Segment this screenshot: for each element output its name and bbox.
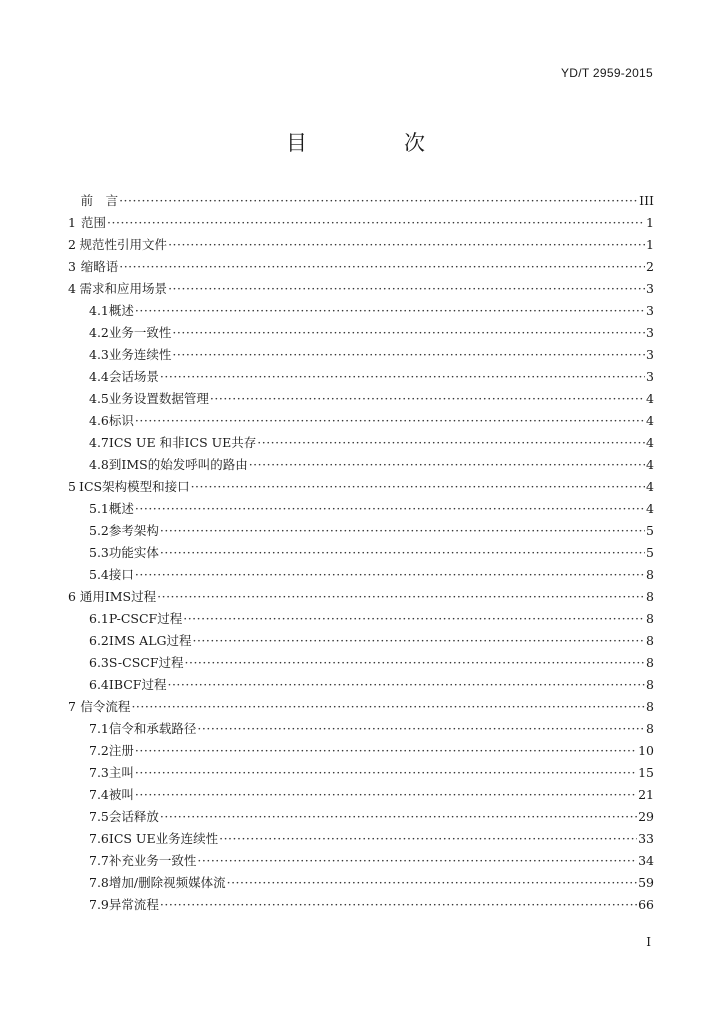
toc-entry-number: 5.2 — [89, 523, 109, 538]
toc-entry-number: 7.7 — [89, 853, 109, 868]
toc-leader-dots — [185, 652, 646, 674]
toc-entry[interactable] — [68, 762, 654, 784]
toc-entry-number: 7.9 — [89, 897, 109, 912]
toc-leader-dots — [197, 850, 637, 872]
toc-entry-label: ICS UE业务连续性 — [108, 831, 219, 846]
toc-leader-dots — [131, 696, 645, 718]
toc-entry-label: 会话场景 — [108, 369, 159, 384]
toc-entry[interactable] — [68, 344, 654, 366]
toc-entry-page: 4 — [646, 435, 654, 450]
toc-entry[interactable] — [68, 256, 654, 278]
toc-entry[interactable] — [68, 850, 654, 872]
toc-entry-label: 参考架构 — [108, 523, 159, 538]
toc-entry-label: 会话释放 — [108, 809, 159, 824]
toc-entry-page: 29 — [638, 809, 654, 824]
toc-entry-label: 注册 — [108, 743, 134, 758]
toc-entry[interactable] — [68, 322, 654, 344]
toc-entry-page: 1 — [646, 215, 654, 230]
standard-code: YD/T 2959-2015 — [560, 66, 653, 80]
toc-entry[interactable] — [68, 432, 654, 454]
toc-entry-page: 4 — [646, 479, 654, 494]
toc-entry-page: 4 — [646, 457, 654, 472]
toc-leader-dots — [183, 608, 645, 630]
toc-entry-label: 功能实体 — [108, 545, 159, 560]
toc-entry[interactable] — [68, 366, 654, 388]
toc-entry-number: 6 — [68, 589, 76, 604]
toc-entry[interactable] — [68, 542, 654, 564]
toc-entry-number: 7 — [68, 699, 76, 714]
toc-entry-page: 8 — [646, 699, 654, 714]
toc-leader-dots — [135, 300, 645, 322]
toc-entry-number: 4.6 — [89, 413, 109, 428]
toc-leader-dots — [135, 762, 637, 784]
toc-entry-number: 4 — [68, 281, 76, 296]
toc-entry-page: 3 — [646, 281, 654, 296]
toc-leader-dots — [160, 542, 645, 564]
toc-entry-number: 7.5 — [89, 809, 109, 824]
toc-leader-dots — [167, 674, 645, 696]
toc-entry-label: P-CSCF过程 — [108, 611, 183, 626]
toc-leader-dots — [168, 278, 645, 300]
toc-entry-label: 业务连续性 — [108, 347, 172, 362]
toc-entry-number: 7.4 — [89, 787, 109, 802]
toc-entry[interactable] — [68, 894, 654, 916]
toc-entry-page: 4 — [646, 501, 654, 516]
page-title: 目 次 — [286, 131, 463, 155]
toc-entry-page: 59 — [638, 875, 654, 890]
toc-entry-page: 8 — [646, 589, 654, 604]
toc-entry-label: 到IMS的始发呼叫的路由 — [108, 457, 248, 472]
table-of-contents — [68, 190, 654, 916]
toc-entry[interactable] — [68, 784, 654, 806]
toc-entry-page: 8 — [646, 567, 654, 582]
toc-entry-number: 6.1 — [89, 611, 109, 626]
toc-entry-page: 4 — [646, 413, 654, 428]
toc-entry-label: 通用IMS过程 — [79, 589, 157, 604]
toc-entry[interactable] — [68, 630, 654, 652]
toc-entry[interactable] — [68, 696, 654, 718]
toc-entry[interactable] — [68, 828, 654, 850]
toc-entry[interactable] — [68, 190, 654, 212]
toc-leader-dots — [168, 234, 645, 256]
toc-entry[interactable] — [68, 520, 654, 542]
toc-entry-label: 业务设置数据管理 — [108, 391, 209, 406]
toc-entry-number: 6.4 — [89, 677, 109, 692]
toc-entry-page: 5 — [646, 545, 654, 560]
toc-leader-dots — [135, 784, 637, 806]
toc-entry[interactable] — [68, 234, 654, 256]
toc-entry[interactable] — [68, 278, 654, 300]
toc-entry-label: 需求和应用场景 — [79, 281, 168, 296]
toc-entry-number: 7.1 — [89, 721, 109, 736]
toc-entry-page: 3 — [646, 303, 654, 318]
toc-entry-label: 增加/删除视频媒体流 — [108, 875, 226, 890]
toc-entry[interactable] — [68, 476, 654, 498]
toc-entry-page: 66 — [638, 897, 654, 912]
toc-entry-page: III — [639, 193, 654, 208]
toc-entry-page: 33 — [638, 831, 654, 846]
toc-entry-page: 3 — [646, 347, 654, 362]
toc-entry-number: 5.4 — [89, 567, 109, 582]
toc-leader-dots — [135, 564, 645, 586]
page-number: I — [646, 935, 651, 949]
toc-entry[interactable] — [68, 586, 654, 608]
toc-entry-label: 异常流程 — [108, 897, 159, 912]
toc-entry[interactable] — [68, 806, 654, 828]
toc-entry-page: 3 — [646, 325, 654, 340]
toc-entry[interactable] — [68, 410, 654, 432]
toc-entry-label: 规范性引用文件 — [79, 237, 168, 252]
toc-entry-label: 信令流程 — [80, 699, 131, 714]
toc-entry-number: 6.2 — [89, 633, 109, 648]
toc-leader-dots — [135, 740, 637, 762]
toc-leader-dots — [219, 828, 637, 850]
toc-entry-label: ICS架构模型和接口 — [79, 479, 190, 494]
toc-entry-label: S-CSCF过程 — [108, 655, 184, 670]
toc-leader-dots — [135, 410, 645, 432]
toc-leader-dots — [160, 894, 637, 916]
toc-entry-number: 1 — [68, 215, 76, 230]
toc-leader-dots — [192, 630, 645, 652]
toc-leader-dots — [172, 344, 645, 366]
toc-entry-number: 4.4 — [89, 369, 109, 384]
toc-entry[interactable] — [68, 718, 654, 740]
toc-leader-dots — [119, 190, 638, 212]
toc-entry[interactable] — [68, 608, 654, 630]
toc-entry-label: 业务一致性 — [108, 325, 172, 340]
toc-entry-number: 2 — [68, 237, 76, 252]
toc-entry[interactable] — [68, 300, 654, 322]
toc-entry-label: IBCF过程 — [108, 677, 167, 692]
toc-entry-page: 10 — [638, 743, 654, 758]
toc-entry-page: 34 — [638, 853, 654, 868]
toc-leader-dots — [191, 476, 645, 498]
toc-entry-page: 2 — [646, 259, 654, 274]
toc-entry-label: 被叫 — [108, 787, 134, 802]
toc-entry-label: 前 言 — [80, 193, 119, 208]
toc-entry[interactable] — [68, 740, 654, 762]
toc-entry-page: 21 — [638, 787, 654, 802]
toc-leader-dots — [160, 366, 645, 388]
toc-entry-number: 5.3 — [89, 545, 109, 560]
toc-entry-number: 6.3 — [89, 655, 109, 670]
toc-entry-page: 8 — [646, 611, 654, 626]
toc-entry-label: 概述 — [108, 303, 134, 318]
toc-entry[interactable] — [68, 674, 654, 696]
toc-leader-dots — [160, 806, 637, 828]
toc-leader-dots — [135, 498, 645, 520]
toc-entry[interactable] — [68, 564, 654, 586]
toc-entry-label: 缩略语 — [80, 259, 119, 274]
toc-entry-page: 1 — [646, 237, 654, 252]
toc-entry[interactable] — [68, 872, 654, 894]
toc-entry-page: 8 — [646, 633, 654, 648]
toc-entry-page: 8 — [646, 655, 654, 670]
toc-entry-label: ICS UE 和非ICS UE共存 — [108, 435, 257, 450]
toc-entry[interactable] — [68, 388, 654, 410]
toc-entry-label: 接口 — [108, 567, 134, 582]
toc-leader-dots — [157, 586, 645, 608]
toc-entry-number: 3 — [68, 259, 76, 274]
toc-entry-number: 7.3 — [89, 765, 109, 780]
toc-entry[interactable] — [68, 212, 654, 234]
toc-leader-dots — [257, 432, 645, 454]
toc-leader-dots — [172, 322, 645, 344]
toc-entry-number: 7.2 — [89, 743, 109, 758]
toc-entry-number: 7.6 — [89, 831, 109, 846]
toc-entry-label: 信令和承载路径 — [108, 721, 197, 736]
toc-entry-label: 范围 — [81, 215, 107, 230]
toc-entry-page: 8 — [646, 677, 654, 692]
toc-leader-dots — [119, 256, 645, 278]
toc-entry-page: 15 — [638, 765, 654, 780]
toc-leader-dots — [249, 454, 645, 476]
toc-entry[interactable] — [68, 652, 654, 674]
toc-entry-page: 3 — [646, 369, 654, 384]
toc-entry-number: 4.1 — [89, 303, 109, 318]
toc-leader-dots — [227, 872, 637, 894]
toc-entry-label: 概述 — [108, 501, 134, 516]
toc-entry-label: IMS ALG过程 — [108, 633, 192, 648]
toc-entry-label: 标识 — [108, 413, 134, 428]
toc-leader-dots — [197, 718, 645, 740]
toc-entry-number: 4.2 — [89, 325, 109, 340]
toc-entry-number: 7.8 — [89, 875, 109, 890]
toc-entry[interactable] — [68, 454, 654, 476]
toc-entry-number: 5 — [68, 479, 76, 494]
toc-leader-dots — [160, 520, 645, 542]
toc-leader-dots — [107, 212, 645, 234]
toc-leader-dots — [210, 388, 645, 410]
toc-entry-label: 补充业务一致性 — [108, 853, 197, 868]
toc-entry-number: 4.8 — [89, 457, 109, 472]
toc-entry[interactable] — [68, 498, 654, 520]
toc-entry-number: 4.3 — [89, 347, 109, 362]
toc-entry-page: 5 — [646, 523, 654, 538]
toc-entry-number: 5.1 — [89, 501, 109, 516]
toc-entry-label: 主叫 — [108, 765, 134, 780]
toc-entry-page: 4 — [646, 391, 654, 406]
toc-entry-page: 8 — [646, 721, 654, 736]
toc-entry-number: 4.5 — [89, 391, 109, 406]
toc-entry-number: 4.7 — [89, 435, 109, 450]
